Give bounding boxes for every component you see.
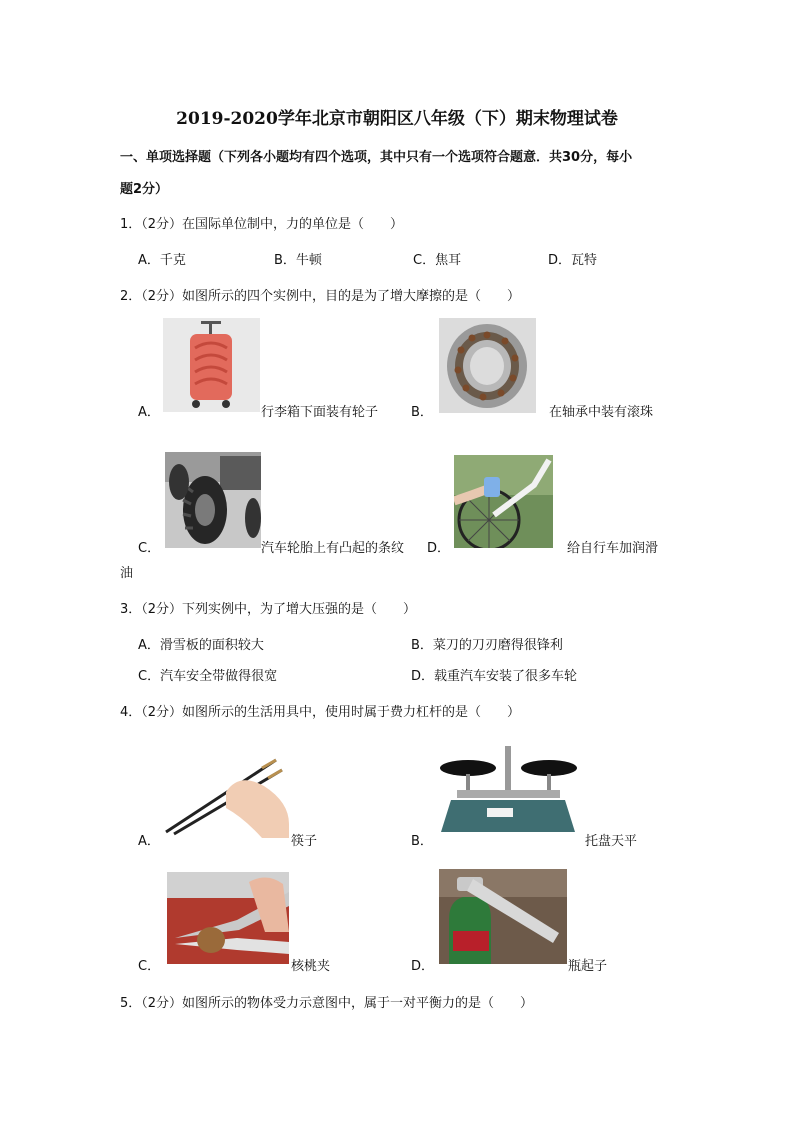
question-1-stem: 1．（2分）在国际单位制中，力的单位是（ ）	[120, 217, 404, 232]
question-5-stem: 5．（2分）如图所示的物体受力示意图中，属于一对平衡力的是（ ）	[120, 996, 534, 1011]
q4-option-b-text: 托盘天平	[585, 834, 638, 849]
nutcracker-image	[167, 872, 289, 964]
q2-option-a-letter: A．	[138, 405, 160, 420]
tractor-tire-image	[165, 452, 261, 548]
q2-option-d-text-cont: 油	[120, 566, 134, 581]
q2-option-d-letter: D．	[427, 541, 451, 556]
q4-option-c-text: 核桃夹	[291, 959, 331, 974]
page-title: 2019-2020学年北京市朝阳区八年级（下）期末物理试卷	[176, 109, 618, 129]
chopsticks-image	[164, 752, 289, 838]
q1-option-b: B．牛顿	[274, 253, 322, 268]
question-4-stem: 4．（2分）如图所示的生活用具中，使用时属于费力杠杆的是（ ）	[120, 705, 521, 720]
q3-option-d: D．载重汽车安装了很多车轮	[411, 669, 578, 684]
q3-option-a: A．滑雪板的面积较大	[138, 638, 264, 653]
q4-option-b-letter: B．	[411, 834, 433, 849]
balance-scale-image	[437, 744, 580, 838]
bottle-opener-image	[439, 869, 567, 964]
q3-option-b: B．菜刀的刀刃磨得很锋利	[411, 638, 563, 653]
q4-option-c-letter: C．	[138, 959, 161, 974]
section-heading-cont: 题2分）	[120, 182, 169, 197]
ball-bearing-image	[439, 318, 536, 413]
q1-option-d: D．瓦特	[548, 253, 598, 268]
section-heading: 一、单项选择题（下列各小题均有四个选项，其中只有一个选项符合题意．共30分，每小	[120, 150, 633, 165]
q1-option-c: C．焦耳	[413, 253, 462, 268]
q4-option-a-letter: A．	[138, 834, 160, 849]
question-3-stem: 3．（2分）下列实例中，为了增大压强的是（ ）	[120, 602, 417, 617]
suitcase-image	[163, 318, 260, 412]
bicycle-lubrication-image	[454, 455, 553, 548]
q1-option-a: A．千克	[138, 253, 186, 268]
q3-option-c: C．汽车安全带做得很宽	[138, 669, 278, 684]
q2-option-b-text: 在轴承中装有滚珠	[549, 405, 654, 420]
q4-option-a-text: 筷子	[291, 834, 318, 849]
q2-option-b-letter: B．	[411, 405, 433, 420]
q2-option-c-letter: C．	[138, 541, 161, 556]
question-2-stem: 2．（2分）如图所示的四个实例中，目的是为了增大摩擦的是（ ）	[120, 289, 521, 304]
q2-option-a-text: 行李箱下面装有轮子	[261, 405, 379, 420]
q4-option-d-letter: D．	[411, 959, 435, 974]
q2-option-c-text: 汽车轮胎上有凸起的条纹	[261, 541, 405, 556]
q2-option-d-text: 给自行车加润滑	[567, 541, 659, 556]
q4-option-d-text: 瓶起子	[568, 959, 608, 974]
